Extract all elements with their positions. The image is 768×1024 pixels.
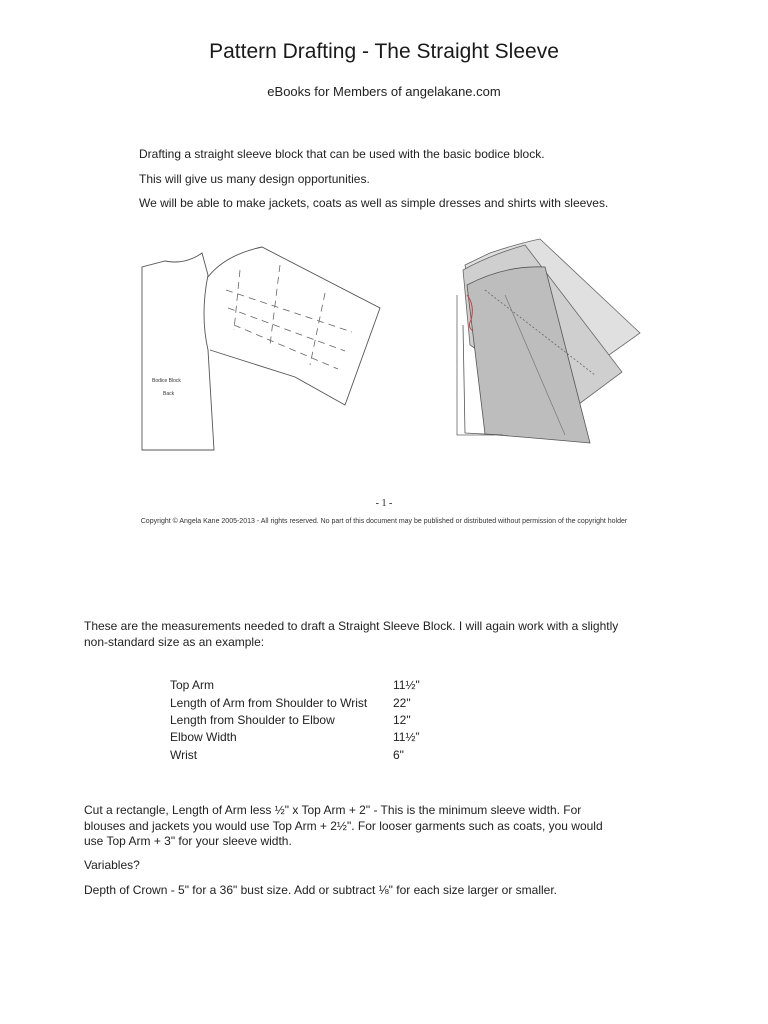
page-number: - 1 - <box>375 498 393 509</box>
measurement-label: Top Arm <box>170 678 215 692</box>
measurement-value: 12" <box>393 713 411 727</box>
measurements-intro: These are the measurements needed to draft a Straight Sleeve Block. I will again work with a slightly non-standard size as an example: <box>84 619 619 649</box>
page-title: Pattern Drafting - The Straight Sleeve <box>209 40 559 63</box>
intro-line: This will give us many design opportunities. <box>139 172 370 186</box>
measurement-value: 11½” <box>393 730 420 744</box>
intro-line: We will be able to make jackets, coats as well as simple dresses and shirts with sleeves. <box>139 196 609 210</box>
copyright-notice: Copyright © Angela Kane 2005-2013 - All rights reserved. No part of this document may be published or distributed without permission of the copyright holder <box>140 518 628 525</box>
measurement-value: 6" <box>393 748 404 762</box>
variables-heading: Variables? <box>84 858 140 872</box>
intro-line: Drafting a straight sleeve block that can be used with the basic bodice block. <box>139 147 545 161</box>
measurement-value: 11½" <box>393 678 420 692</box>
bodice-label-1: Bodice Block <box>152 378 181 384</box>
measurement-label: Wrist <box>170 748 198 762</box>
measurement-label: Elbow Width <box>170 730 237 744</box>
measurement-label: Length of Arm from Shoulder to Wrist <box>170 696 368 710</box>
bodice-sleeve-diagram <box>130 235 390 460</box>
bodice-label-2: Back <box>163 391 175 397</box>
depth-of-crown-text: Depth of Crown - 5" for a 36" bust size. Add or subtract ⅛" for each size larger or smaller. <box>84 883 557 897</box>
measurement-label: Length from Shoulder to Elbow <box>170 713 335 727</box>
sleeve-variations-diagram <box>445 235 645 460</box>
cut-rectangle-paragraph: Cut a rectangle, Length of Arm less ½" x Top Arm + 2" - This is the minimum sleeve width. For blouses and jackets you would use Top Arm + 2½". For looser garments such as coats, you would use Top Arm + 3" for your sleeve width. <box>84 803 603 848</box>
measurement-value: 22" <box>393 696 411 710</box>
page-subtitle: eBooks for Members of angelakane.com <box>267 84 501 99</box>
